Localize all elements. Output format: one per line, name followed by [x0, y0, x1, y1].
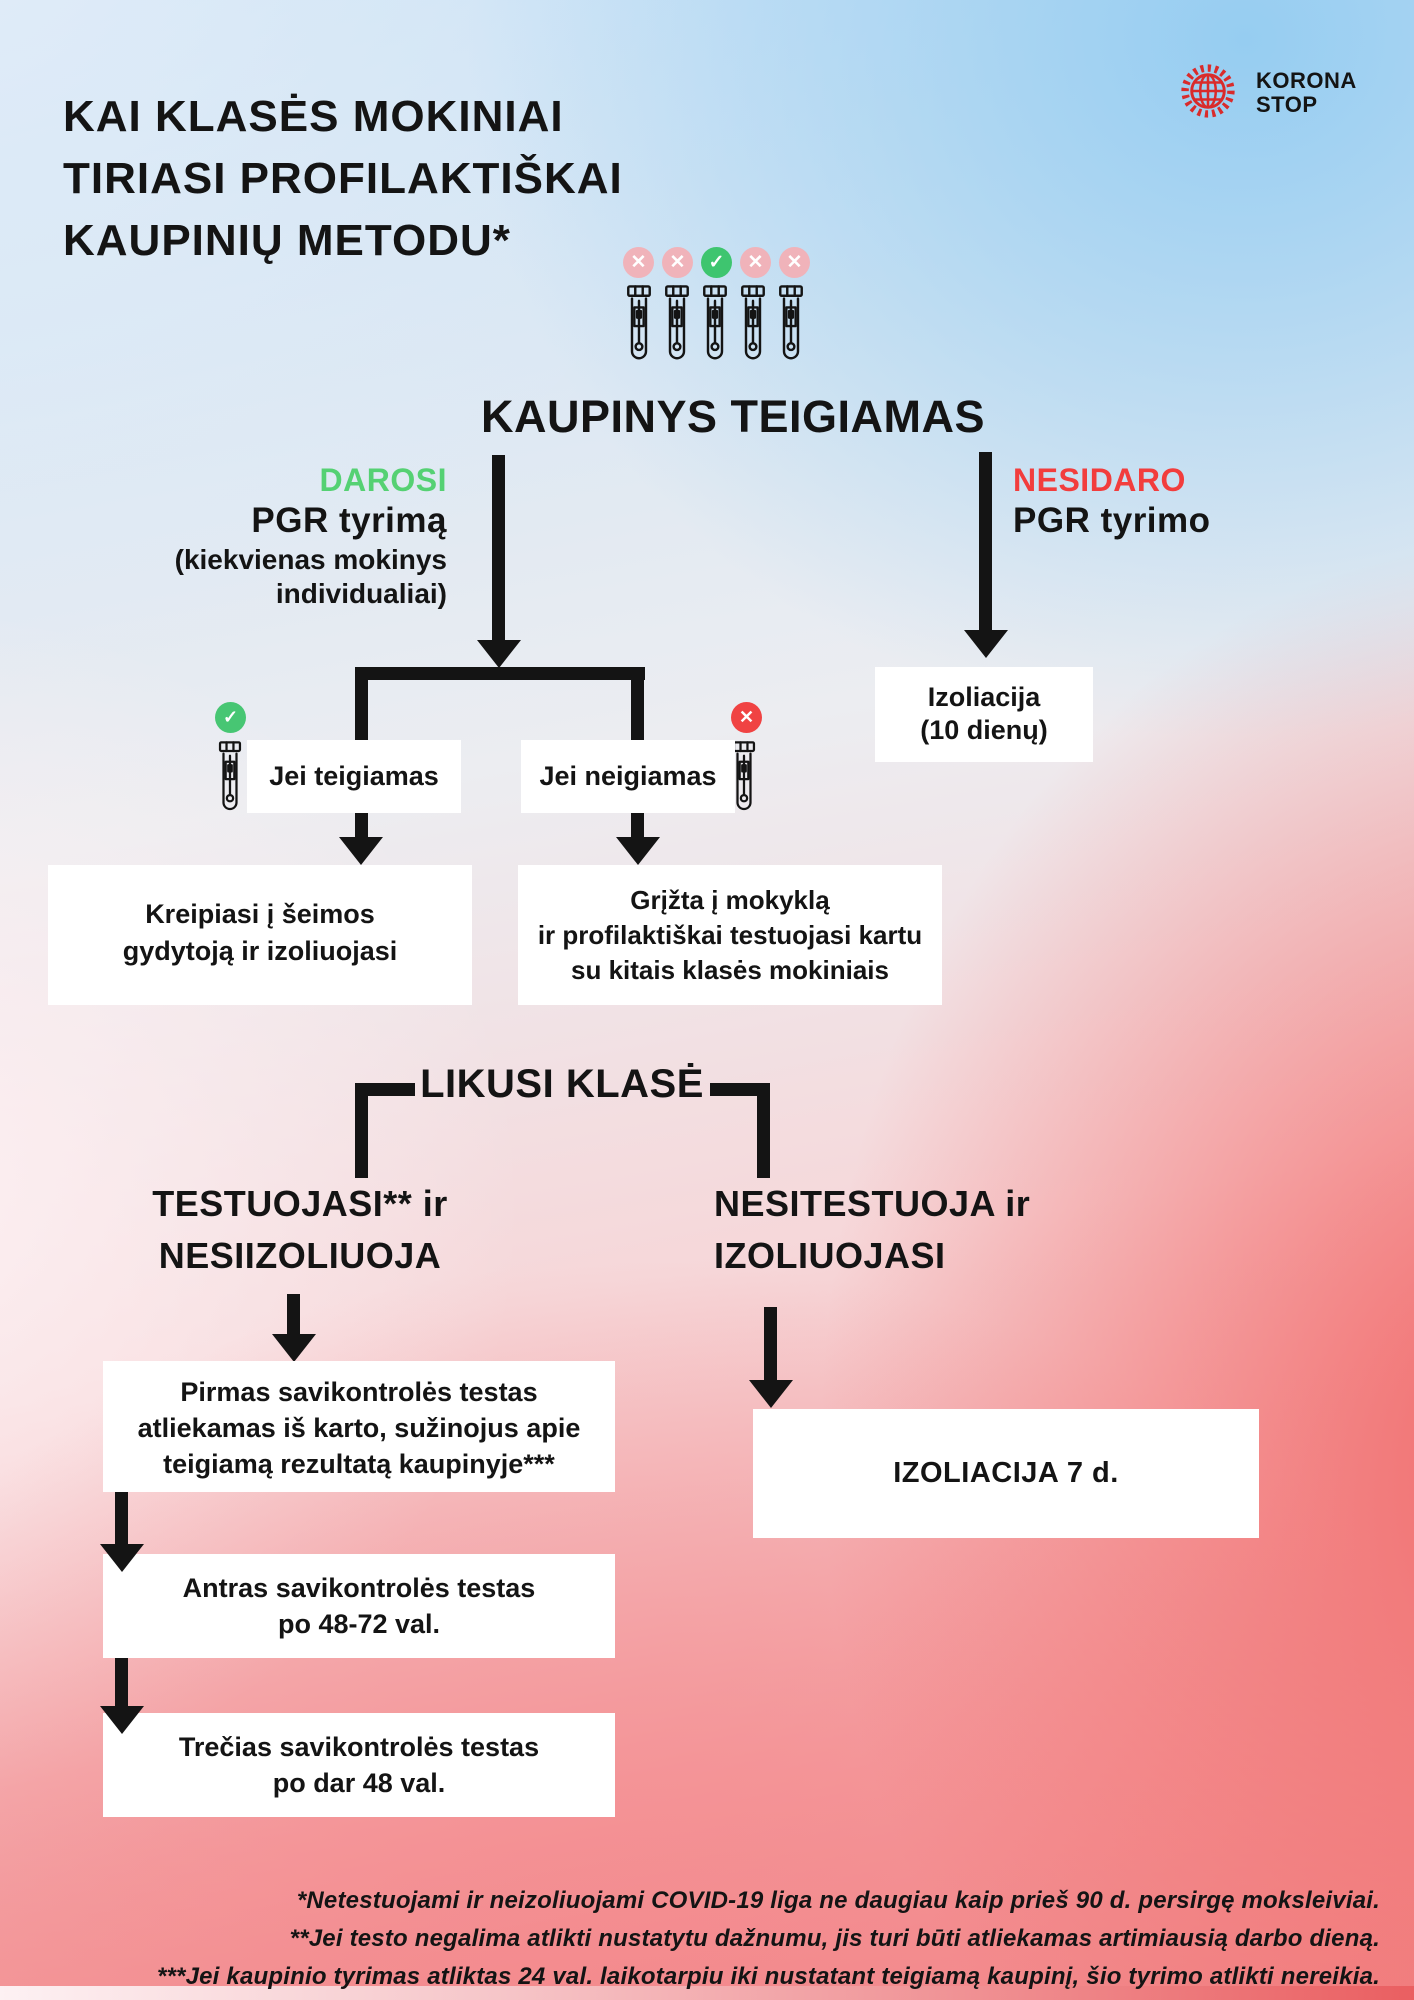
page-title-line1: KAI KLASĖS MOKINIAI [63, 92, 564, 141]
positive-result-box [48, 865, 472, 1005]
status-x-icon: ✕ [623, 247, 654, 278]
arrow-down-positive-icon [339, 837, 383, 865]
test-tube-icon [663, 285, 691, 373]
flow-line-darosi [492, 455, 505, 640]
x-glyph: ✕ [738, 707, 755, 727]
bracket-left-stub [355, 1083, 368, 1178]
logo-line2: STOP [1256, 92, 1318, 117]
rest-of-class-heading: LIKUSI KLASĖ [420, 1062, 704, 1106]
negative-result-line2: ir profilaktiškai testuojasi kartu [537, 920, 923, 950]
page-title-line2: TIRIASI PROFILAKTIŠKAI [63, 154, 623, 203]
status-x-icon: ✕ [662, 247, 693, 278]
pooled-sample-status-row [623, 247, 810, 278]
test-tube-positive-icon [217, 741, 243, 847]
isolation-7-days-box: IZOLIACIJA 7 d. [753, 1409, 1259, 1538]
tests-column-line1: TESTUOJASI** ir [152, 1183, 448, 1224]
first-selftest-box [103, 1361, 615, 1492]
negative-result-line1: Grįžta į mokyklą [630, 885, 830, 915]
third-selftest-line2: po dar 48 val. [272, 1768, 446, 1798]
flow-split-bar [355, 667, 645, 680]
test-tube-icon [625, 285, 653, 373]
page-title-line3: KAUPINIŲ METODU* [63, 216, 511, 265]
logo-line1: KORONA [1256, 68, 1357, 93]
isolation-column-heading [714, 1178, 1134, 1282]
nesidaro-label: NESIDARO [1013, 462, 1186, 498]
check-glyph: ✓ [222, 707, 239, 727]
if-positive-label-box: Jei teigiamas [247, 740, 461, 813]
first-selftest-line2: atliekamas iš karto, sužinojus apie [137, 1413, 581, 1443]
branch-darosi-text [87, 461, 447, 611]
flow-line-nesidaro [979, 452, 992, 630]
check-circle-icon [215, 702, 246, 733]
flow-line-step2 [115, 1492, 128, 1546]
arrow-down-negative-icon [616, 837, 660, 865]
arrow-down-tests-icon [272, 1334, 316, 1362]
tests-column-heading [110, 1178, 490, 1282]
isolation-column-line1: NESITESTUOJA ir [714, 1183, 1031, 1224]
flow-line-step3 [115, 1658, 128, 1708]
footnote-3: ***Jei kaupinio tyrimas atliktas 24 val. laikotarpiu iki nustatant teigiamą kaupinį, šio tyrimo atlikti nereikia. [156, 1963, 1380, 1990]
second-selftest-line2: po 48-72 val. [277, 1609, 441, 1639]
negative-result-box [518, 865, 942, 1005]
arrow-down-step2-icon [100, 1544, 144, 1572]
koronastop-logo-text [1256, 69, 1357, 117]
footnotes [150, 1882, 1380, 1996]
arrow-down-nesidaro-icon [964, 630, 1008, 658]
status-check-icon: ✓ [701, 247, 732, 278]
status-x-icon: ✕ [779, 247, 810, 278]
second-selftest-line1: Antras savikontrolės testas [182, 1573, 536, 1603]
isolation-10-line2: (10 dienų) [920, 715, 1048, 745]
positive-result-line1: Kreipiasi į šeimos [145, 899, 375, 929]
darosi-line1: PGR tyrimą [251, 501, 447, 540]
branch-nesidaro-text [1013, 461, 1373, 543]
koronastop-virus-globe-icon [1171, 54, 1245, 128]
test-tube-icon [701, 285, 729, 373]
pooled-sample-tubes-row [625, 285, 805, 373]
footnote-2: **Jei testo negalima atlikti nustatytu dažnumu, jis turi būti atliekamas artimiausią darbo dieną. [289, 1925, 1380, 1952]
test-tube-icon [739, 285, 767, 373]
pool-positive-heading: KAUPINYS TEIGIAMAS [480, 391, 986, 442]
tests-column-line2: NESIIZOLIUOJA [158, 1235, 442, 1276]
first-selftest-line1: Pirmas savikontrolės testas [180, 1377, 538, 1407]
positive-result-line2: gydytoją ir izoliuojasi [122, 936, 398, 966]
x-circle-icon [731, 702, 762, 733]
arrow-down-darosi-icon [477, 640, 521, 668]
page-title [63, 86, 623, 272]
flow-line-tests [287, 1294, 300, 1336]
isolation-column-line2: IZOLIUOJASI [714, 1235, 946, 1276]
test-tube-icon [777, 285, 805, 373]
status-x-icon: ✕ [740, 247, 771, 278]
second-selftest-box [103, 1554, 615, 1658]
flow-line-isolation [764, 1307, 777, 1382]
darosi-line2: (kiekvienas mokinys [174, 544, 447, 575]
negative-result-line3: su kitais klasės mokiniais [571, 955, 889, 985]
third-selftest-box [103, 1713, 615, 1817]
footnote-1: *Netestuojami ir neizoliuojami COVID-19 liga ne daugiau kaip prieš 90 d. persirgę moksleiviai. [296, 1887, 1380, 1914]
darosi-label: DAROSI [319, 462, 447, 498]
arrow-down-isolation-icon [749, 1380, 793, 1408]
isolation-10-days-box [875, 667, 1093, 762]
darosi-line3: individualiai) [275, 578, 447, 609]
first-selftest-line3: teigiamą rezultatą kaupinyje*** [163, 1449, 555, 1479]
arrow-down-step3-icon [100, 1706, 144, 1734]
isolation-10-line1: Izoliacija [927, 682, 1041, 712]
third-selftest-line1: Trečias savikontrolės testas [178, 1732, 540, 1762]
nesidaro-line1: PGR tyrimo [1013, 501, 1211, 540]
if-negative-label-box: Jei neigiamas [521, 740, 735, 813]
bracket-right-stub [757, 1083, 770, 1178]
